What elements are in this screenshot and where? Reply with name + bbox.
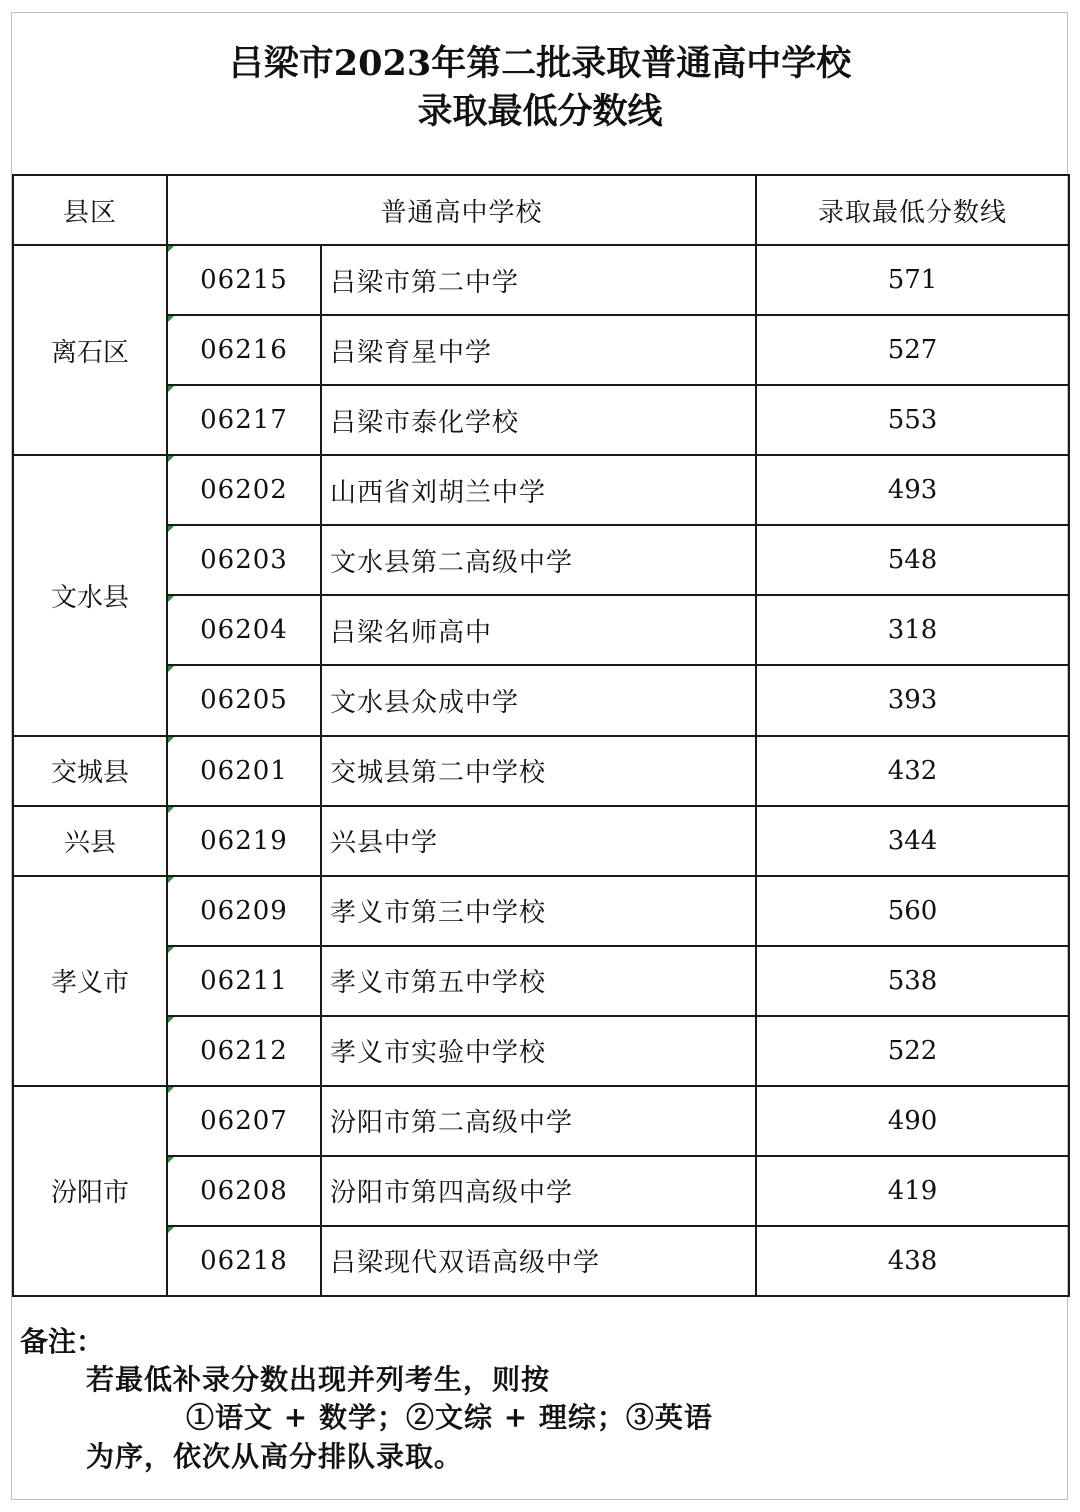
school-name-cell: 兴县中学 bbox=[321, 806, 756, 876]
table-row bbox=[13, 245, 1069, 315]
school-code-cell: 06208 bbox=[167, 1156, 321, 1226]
district-cell: 孝义市 bbox=[13, 876, 167, 1086]
school-code-cell: 06202 bbox=[167, 455, 321, 525]
school-name-cell: 孝义市第五中学校 bbox=[321, 946, 756, 1016]
title-line-1: 吕梁市2023年第二批录取普通高中学校 bbox=[228, 43, 852, 84]
school-name-cell: 文水县第二高级中学 bbox=[321, 525, 756, 595]
score-cell: 560 bbox=[756, 876, 1069, 946]
school-name-cell: 汾阳市第四高级中学 bbox=[321, 1156, 756, 1226]
score-cell: 344 bbox=[756, 806, 1069, 876]
school-code-cell: 06219 bbox=[167, 806, 321, 876]
table-row bbox=[13, 1156, 1069, 1226]
table-row bbox=[13, 525, 1069, 595]
score-cell: 432 bbox=[756, 736, 1069, 806]
school-code-cell: 06218 bbox=[167, 1226, 321, 1296]
table-row bbox=[13, 736, 1069, 806]
table-row bbox=[13, 315, 1069, 385]
school-code-cell: 06212 bbox=[167, 1016, 321, 1086]
title-line-2: 录取最低分数线 bbox=[417, 91, 663, 132]
table-row bbox=[13, 1086, 1069, 1156]
score-cell: 493 bbox=[756, 455, 1069, 525]
school-name-cell: 吕梁市第二中学 bbox=[321, 245, 756, 315]
school-code-cell: 06216 bbox=[167, 315, 321, 385]
school-code-cell: 06207 bbox=[167, 1086, 321, 1156]
table-row bbox=[13, 1226, 1069, 1296]
table-row bbox=[13, 595, 1069, 665]
school-name-cell: 孝义市实验中学校 bbox=[321, 1016, 756, 1086]
table-row bbox=[13, 946, 1069, 1016]
school-name-cell: 汾阳市第二高级中学 bbox=[321, 1086, 756, 1156]
header-score: 录取最低分数线 bbox=[756, 175, 1069, 245]
school-name-cell: 交城县第二中学校 bbox=[321, 736, 756, 806]
notes-line-1: 若最低补录分数出现并列考生，则按 bbox=[86, 1363, 551, 1396]
score-cell: 571 bbox=[756, 245, 1069, 315]
school-code-cell: 06217 bbox=[167, 385, 321, 455]
table-row bbox=[13, 455, 1069, 525]
notes-line-3: 为序，依次从高分排队录取。 bbox=[86, 1440, 464, 1473]
district-cell: 汾阳市 bbox=[13, 1086, 167, 1296]
school-code-cell: 06209 bbox=[167, 876, 321, 946]
score-cell: 553 bbox=[756, 385, 1069, 455]
score-cell: 419 bbox=[756, 1156, 1069, 1226]
page-title bbox=[12, 40, 1068, 136]
score-table-body bbox=[13, 175, 1069, 1296]
district-cell: 离石区 bbox=[13, 245, 167, 455]
school-code-cell: 06204 bbox=[167, 595, 321, 665]
school-name-cell: 山西省刘胡兰中学 bbox=[321, 455, 756, 525]
table-row bbox=[13, 665, 1069, 735]
score-table bbox=[12, 174, 1070, 1297]
header-school: 普通高中学校 bbox=[167, 175, 756, 245]
district-cell: 文水县 bbox=[13, 455, 167, 735]
table-row bbox=[13, 1016, 1069, 1086]
district-cell: 兴县 bbox=[13, 806, 167, 876]
score-cell: 538 bbox=[756, 946, 1069, 1016]
school-name-cell: 文水县众成中学 bbox=[321, 665, 756, 735]
school-name-cell: 吕梁现代双语高级中学 bbox=[321, 1226, 756, 1296]
school-name-cell: 吕梁名师高中 bbox=[321, 595, 756, 665]
school-code-cell: 06215 bbox=[167, 245, 321, 315]
school-name-cell: 孝义市第三中学校 bbox=[321, 876, 756, 946]
notes-line-2: ①语文 + 数学；②文综 + 理综；③英语 bbox=[186, 1401, 713, 1434]
table-row bbox=[13, 385, 1069, 455]
table-row bbox=[13, 806, 1069, 876]
school-name-cell: 吕梁市泰化学校 bbox=[321, 385, 756, 455]
school-code-cell: 06205 bbox=[167, 665, 321, 735]
header-district: 县区 bbox=[13, 175, 167, 245]
score-cell: 527 bbox=[756, 315, 1069, 385]
district-cell: 交城县 bbox=[13, 736, 167, 806]
score-cell: 438 bbox=[756, 1226, 1069, 1296]
table-row bbox=[13, 876, 1069, 946]
notes-label: 备注： bbox=[20, 1325, 105, 1358]
score-cell: 548 bbox=[756, 525, 1069, 595]
school-code-cell: 06211 bbox=[167, 946, 321, 1016]
score-cell: 318 bbox=[756, 595, 1069, 665]
score-cell: 522 bbox=[756, 1016, 1069, 1086]
school-code-cell: 06201 bbox=[167, 736, 321, 806]
table-header-row bbox=[13, 175, 1069, 245]
score-cell: 393 bbox=[756, 665, 1069, 735]
school-code-cell: 06203 bbox=[167, 525, 321, 595]
score-cell: 490 bbox=[756, 1086, 1069, 1156]
school-name-cell: 吕梁育星中学 bbox=[321, 315, 756, 385]
